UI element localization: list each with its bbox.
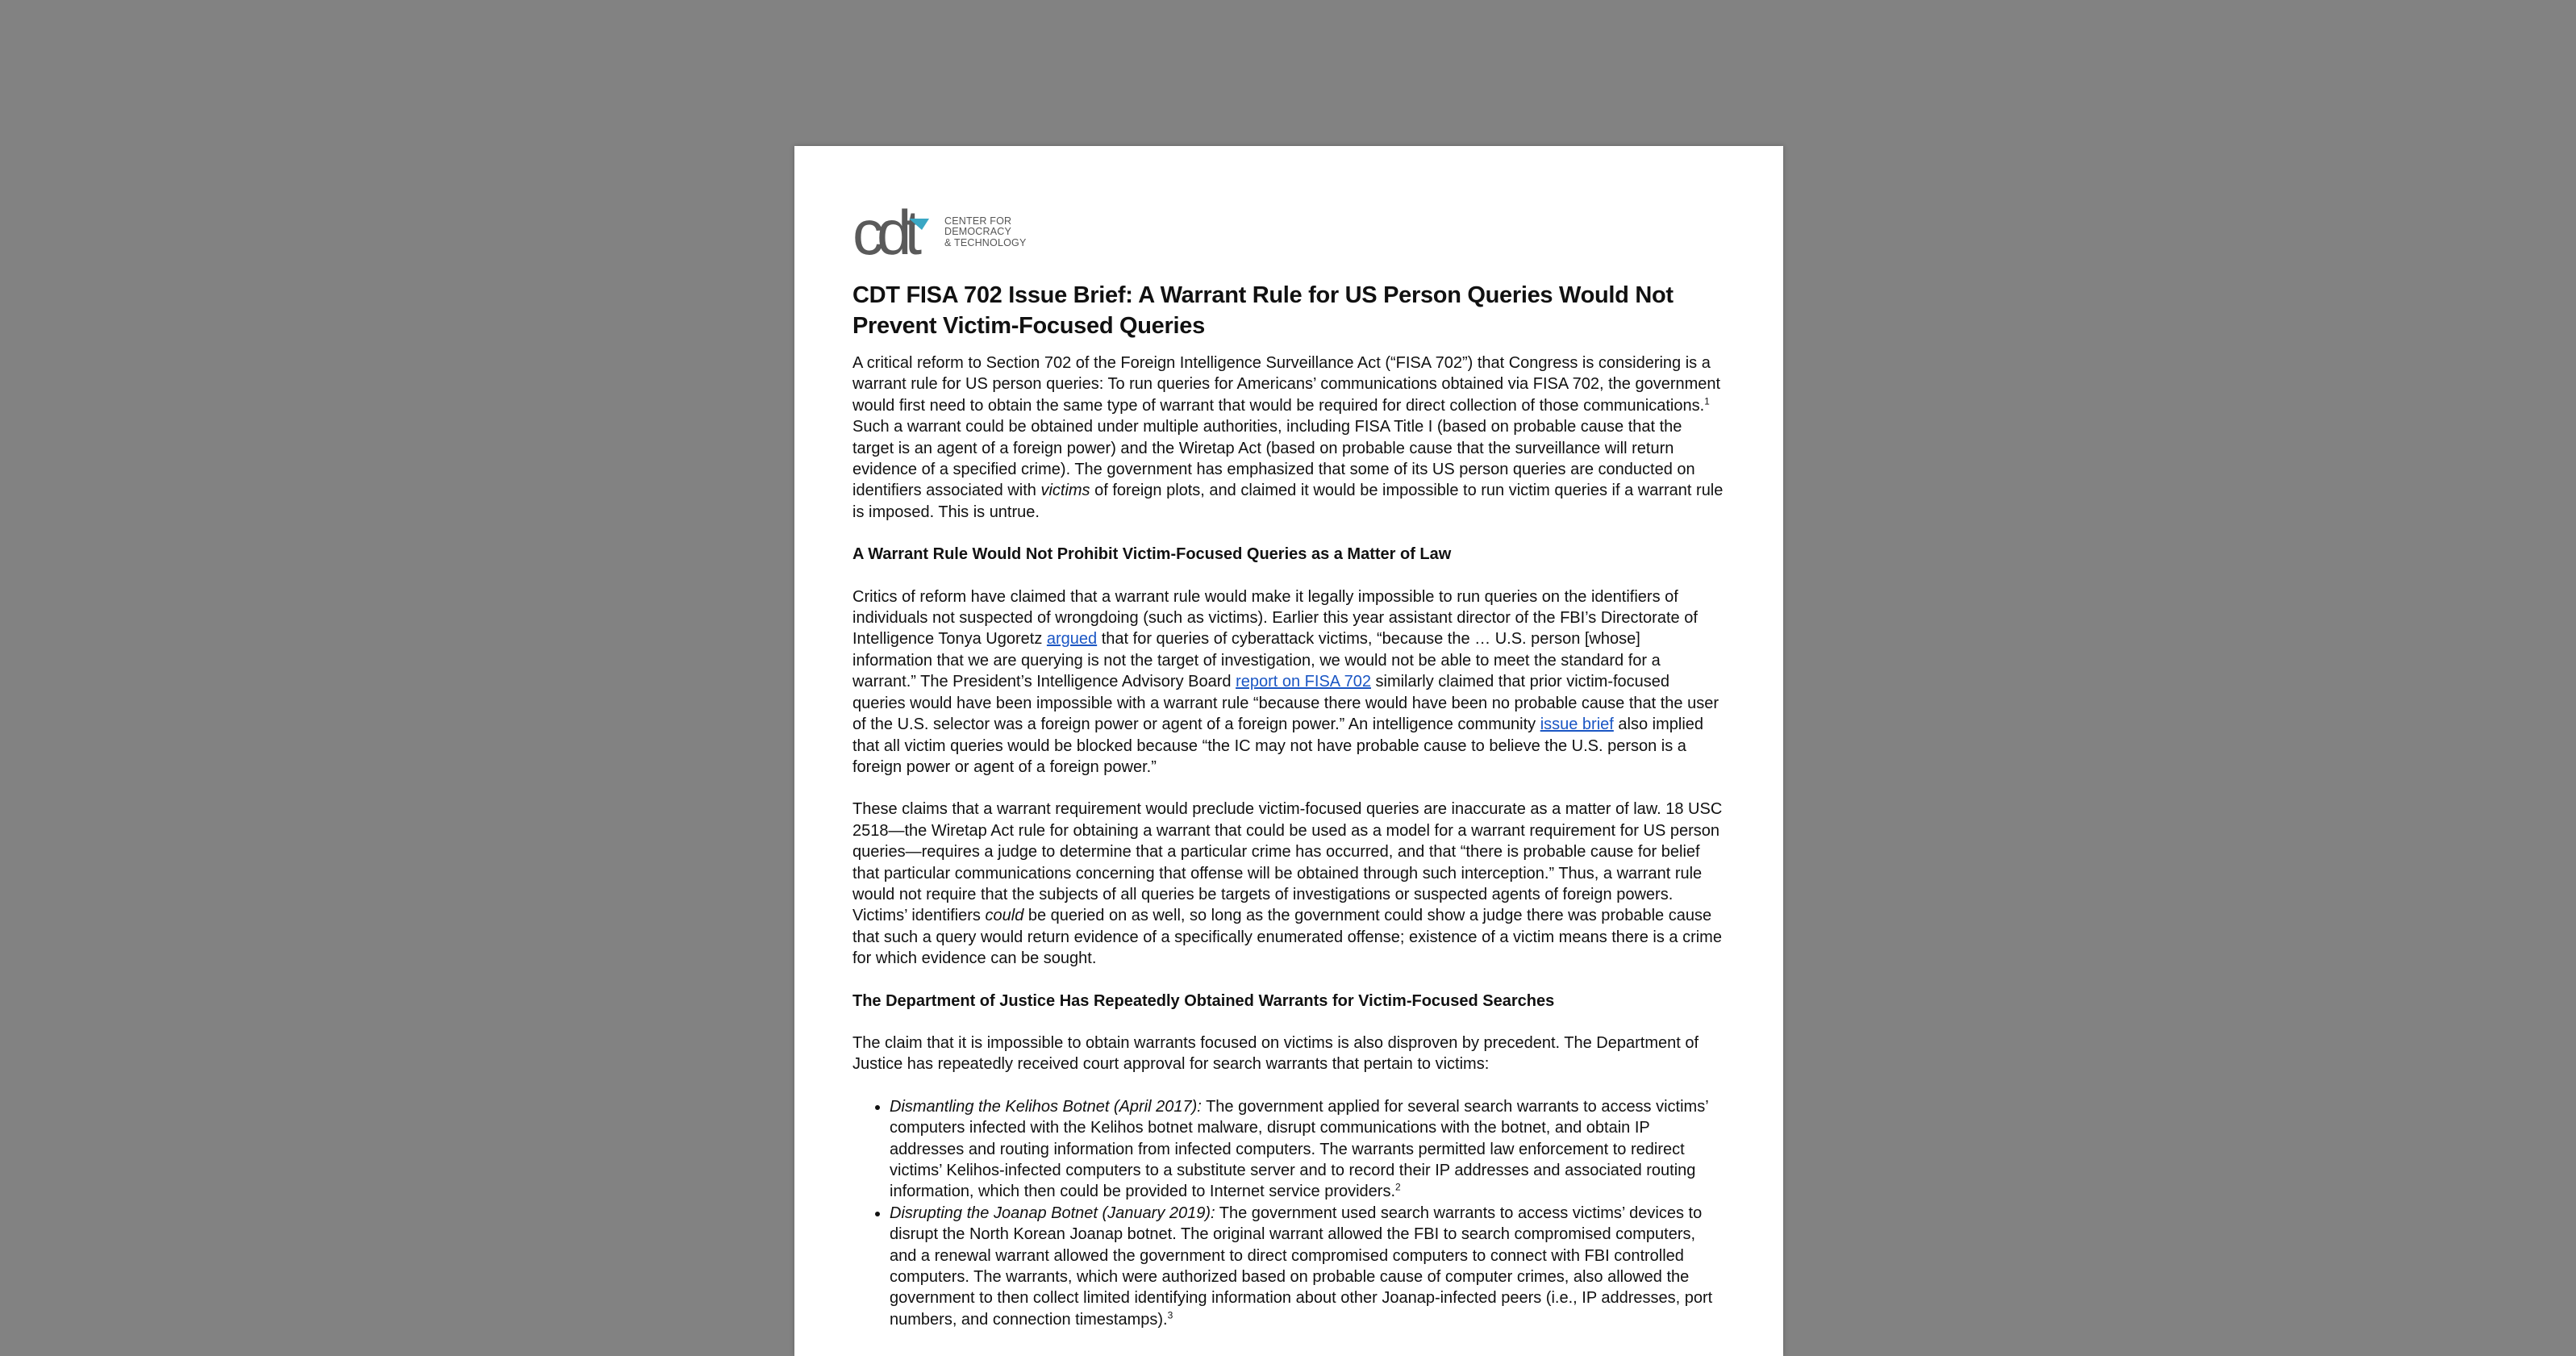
intro-text-1: A critical reform to Section 702 of the Foreign Intelligence Surveillance Act (“FISA 702”) that Congress is considering is a warrant rule for US person queries: To run queries for Americans’ communications obtained via FISA 702, the government would first need to obtain the same type of warrant that would be required for direct collection of those communications. — [852, 354, 1721, 415]
svg-text:cdt: cdt — [852, 204, 915, 261]
logo-wordmark — [944, 216, 1027, 249]
logo-line-2: DEMOCRACY — [944, 226, 1012, 238]
list-item-joanap — [890, 1203, 1724, 1330]
argued-link[interactable]: argued — [1046, 630, 1098, 649]
section-heading-doj-warrants: The Department of Justice Has Repeatedly Obtained Warrants for Victim-Focused Searches — [852, 991, 1555, 1010]
section-heading-warrant-rule: A Warrant Rule Would Not Prohibit Victim-Focused Queries as a Matter of Law — [852, 545, 1452, 564]
cdt-logo-icon — [852, 204, 941, 261]
critics-text-1: Critics of reform have claimed that a warrant rule would make it legally impossible to run queries on the identifiers of individuals not suspected of wrongdoing (such as victims). Earlier this year assistant director of the FBI’s Directorate of Intelligence Tonya Ugoretz — [852, 587, 1698, 649]
list-item-text: The government applied for several search warrants to access victims’ computers infected with the Kelihos botnet malware, disrupt communications with the botnet, and obtain IP addresses and routing information from infected computers. The warrants permitted law enforcement to redirect victims’ Kelihos-infected computers to a substitute server and to record their IP addresses and associated routing information, which then could be provided to Internet service providers. — [890, 1097, 1708, 1201]
list-item-kelihos — [890, 1096, 1724, 1203]
claims-emphasis: could — [985, 907, 1024, 925]
claims-paragraph — [852, 799, 1724, 969]
footnote-ref-1[interactable]: 1 — [1704, 395, 1710, 407]
issue-brief-link[interactable]: issue brief — [1540, 716, 1614, 734]
document-title: CDT FISA 702 Issue Brief: A Warrant Rule for US Person Queries Would Not Prevent Victim-Focused Queries — [852, 282, 1674, 339]
warrant-examples-list — [852, 1096, 1724, 1330]
claims-text-2: be queried on as well, so long as the government could show a judge there was probable cause that such a query would return evidence of a specifically enumerated offense; existence of a victim means there is a crime for which evidence can be sought. — [852, 907, 1722, 968]
claims-text-1: These claims that a warrant requirement would preclude victim-focused queries are inaccurate as a matter of law. 18 USC 2518—the Wiretap Act rule for obtaining a warrant that could be used as a model for a warrant requirement for US person queries—requires a judge to determine that a particular crime has occurred, and that “there is probable cause for belief that particular communications concerning that offense will be obtained through such interception.” Thus, a warrant rule would not require that the subjects of all queries be targets of investigations or suspected agents of foreign powers. Victims’ identifiers — [852, 800, 1723, 925]
footnote-ref-3[interactable]: 3 — [1167, 1309, 1173, 1321]
critics-text-4: also implied that all victim queries would be blocked because “the IC may not have probable cause to believe the U.S. person is a foreign power or agent of a foreign power.” — [852, 716, 1704, 776]
intro-text-2: Such a warrant could be obtained under multiple authorities, including FISA Title I (based on probable cause that the target is an agent of a foreign power) and the Wiretap Act (based on probable cause that the surveillance will return evidence of a specified crime). The government has emphasized that some of its US person queries are conducted on identifiers associated with — [852, 418, 1695, 500]
intro-emphasis: victims — [1040, 482, 1090, 500]
critics-text-2: that for queries of cyberattack victims, “because the … U.S. person [whose] information that we are querying is not the target of investigation, we would not be able to meet the standard for a warrant.” The President’s Intelligence Advisory Board — [852, 630, 1661, 691]
intro-text-3: of foreign plots, and claimed it would be impossible to run victim queries if a warrant rule is imposed. This is untrue. — [852, 482, 1724, 521]
logo-line-3: & TECHNOLOGY — [944, 236, 1027, 248]
precedent-paragraph: The claim that it is impossible to obtain warrants focused on victims is also disproven by precedent. The Department of Justice has repeatedly received court approval for search warrants that pertain to victims: — [852, 1033, 1699, 1074]
document-page — [794, 146, 1783, 1356]
list-item-text: The government used search warrants to access victims’ devices to disrupt the North Korean Joanap botnet. The original warrant allowed the FBI to search compromised computers, and a renewal warrant allowed the government to direct compromised computers to connect with FBI controlled computers. The warrants, which were authorized based on probable cause of computer crimes, also allowed the government to then collect limited identifying information about other Joanap-infected peers (i.e., IP addresses, port numbers, and connection timestamps). — [890, 1204, 1713, 1329]
list-item-heading: Dismantling the Kelihos Botnet (April 2017): — [890, 1097, 1202, 1116]
cdt-logo — [852, 204, 1724, 261]
logo-line-1: CENTER FOR — [944, 215, 1012, 227]
critics-text-3: similarly claimed that prior victim-focused queries would have been impossible with a warrant rule “because there would have been no probable cause that the user of the U.S. selector was a foreign power or agent of a foreign power.” An intelligence community — [852, 673, 1719, 734]
document-content — [852, 204, 1724, 1330]
intro-paragraph — [852, 353, 1724, 523]
critics-paragraph — [852, 586, 1724, 778]
list-item-heading: Disrupting the Joanap Botnet (January 2019): — [890, 1204, 1215, 1222]
footnote-ref-2[interactable]: 2 — [1395, 1181, 1401, 1193]
report-fisa-702-link[interactable]: report on FISA 702 — [1236, 673, 1371, 691]
